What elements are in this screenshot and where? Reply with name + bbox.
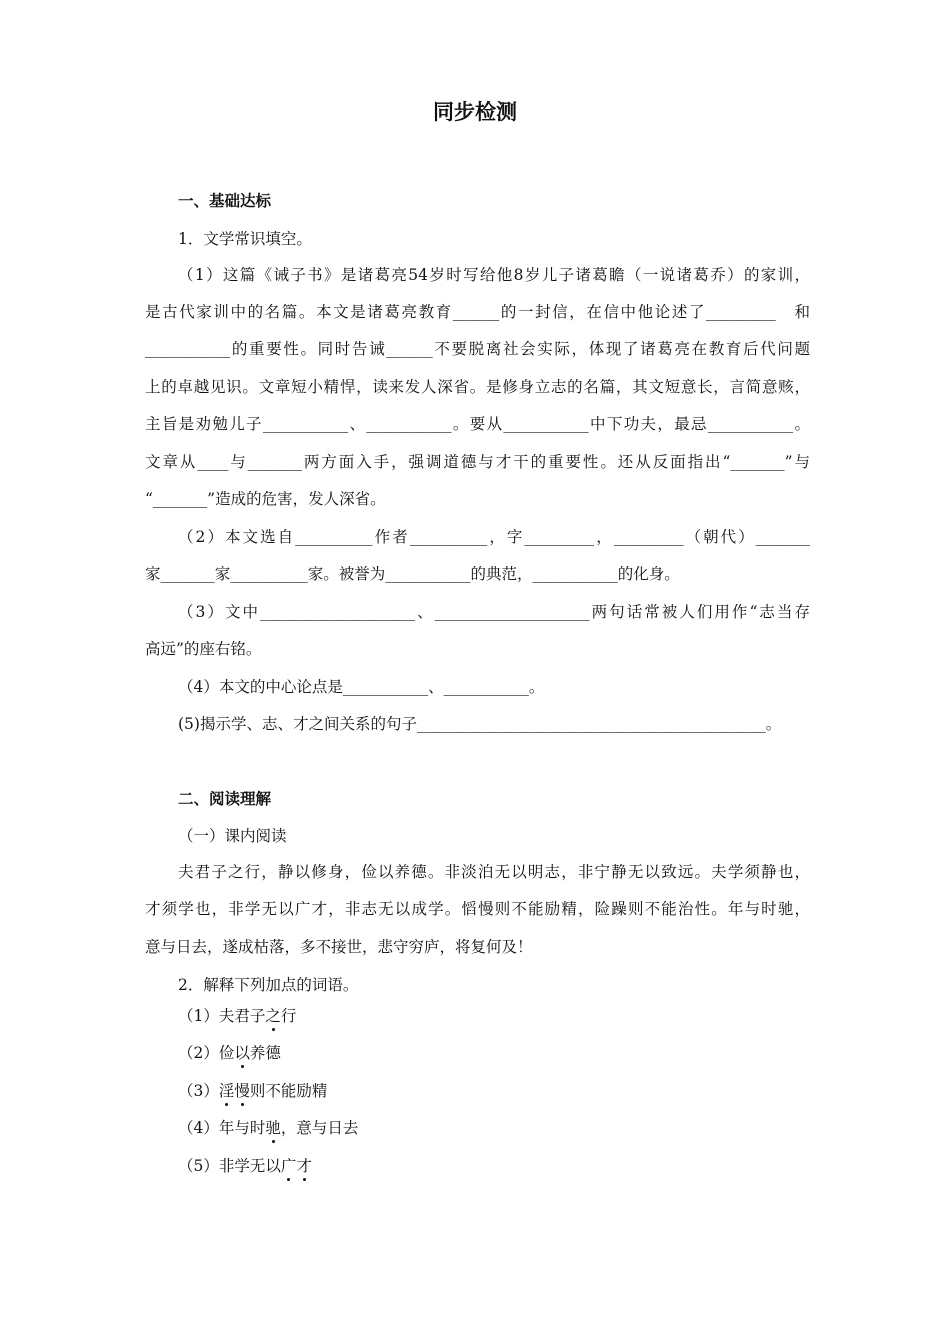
q1-text-line: （4）本文的中心论点是___________、___________。: [178, 678, 545, 696]
passage-line: 意与日去，遂成枯落，多不接世，悲守穷庐，将复何及！: [145, 938, 533, 956]
q1-text-line: （3）文中____________________、____________________两句话常被人们用作“志当存: [178, 603, 810, 621]
q2-item-pre: 俭: [218, 1044, 235, 1062]
dotted-char: 淫: [218, 1082, 235, 1100]
q2-item: [178, 1006, 810, 1026]
q1-text-line: (5)揭示学、志、才之间关系的句子_____________________________________________。: [178, 715, 782, 733]
q2-item: [178, 1081, 810, 1101]
q2-item-pre: 非学无以: [218, 1157, 281, 1175]
q2-item-number: （3）: [178, 1082, 219, 1100]
q2-item-number: （1）: [178, 1007, 219, 1025]
page-title: 同步检测: [433, 100, 517, 124]
dotted-char: 慢: [234, 1082, 250, 1100]
q1-text-line: 是古代家训中的名篇。本文是诸葛亮教育______的一封信，在信中他论述了_________ 和: [145, 303, 810, 321]
q2-item-pre: 夫君子: [218, 1007, 266, 1025]
q1-text-line: 上的卓越见识。文章短小精悍，读来发人深省。是修身立志的名篇，其文短意长，言简意赅，: [145, 378, 810, 396]
q2-item-number: （2）: [178, 1044, 219, 1062]
section-heading-reading: 二、阅读理解: [178, 790, 272, 808]
q2-item-post: 养德: [249, 1044, 281, 1062]
q1-text-line: （2）本文选自__________作者__________，字_________，_________（朝代）_______: [178, 528, 810, 546]
q1-text-line: 高远”的座右铭。: [145, 640, 262, 658]
q2-item: [178, 1156, 810, 1176]
dotted-char: 之: [265, 1007, 281, 1025]
question-1-title: 1．文学常识填空。: [178, 230, 312, 248]
q1-text-line: 主旨是劝勉儿子___________、___________。要从___________中下功夫，最忌___________。: [145, 415, 810, 433]
section-heading-basic: 一、基础达标: [178, 192, 272, 210]
q2-item-number: （4）: [178, 1119, 219, 1137]
q2-item-pre: 年与时: [218, 1119, 266, 1137]
q2-item-post: 则不能励精: [249, 1082, 328, 1100]
q2-item: [178, 1118, 810, 1138]
question-2-title: 2．解释下列加点的词语。: [178, 976, 359, 994]
dotted-char: 才: [296, 1157, 312, 1175]
q2-item-post: 行: [280, 1007, 297, 1025]
sub-heading-in-class: （一）课内阅读: [178, 827, 287, 845]
q2-item-post: ，意与日去: [280, 1119, 359, 1137]
q1-text-line: 文章从____与_______两方面入手，强调道德与才干的重要性。还从反面指出“_______”与: [145, 453, 810, 471]
q2-item: [178, 1043, 810, 1063]
passage-line: 才须学也，非学无以广才，非志无以成学。慆慢则不能励精，险躁则不能治性。年与时驰，: [145, 900, 810, 918]
dotted-char: 广: [280, 1157, 297, 1175]
q1-text-line: “_______”造成的危害，发人深省。: [145, 490, 386, 508]
dotted-char: 驰: [265, 1119, 281, 1137]
q2-item-number: （5）: [178, 1157, 219, 1175]
q1-text-line: ___________的重要性。同时告诫______不要脱离社会实际，体现了诸葛亮在教育后代问题: [145, 340, 810, 358]
passage-line: 夫君子之行，静以修身，俭以养德。非淡泊无以明志，非宁静无以致远。夫学须静也，: [178, 863, 810, 881]
q1-text-line: （1）这篇《诫子书》是诸葛亮54岁时写给他8岁儿子诸葛瞻（一说诸葛乔）的家训，: [178, 266, 810, 284]
dotted-char: 以: [234, 1044, 250, 1062]
q1-text-line: 家_______家__________家。被誉为___________的典范，___________的化身。: [145, 565, 680, 583]
